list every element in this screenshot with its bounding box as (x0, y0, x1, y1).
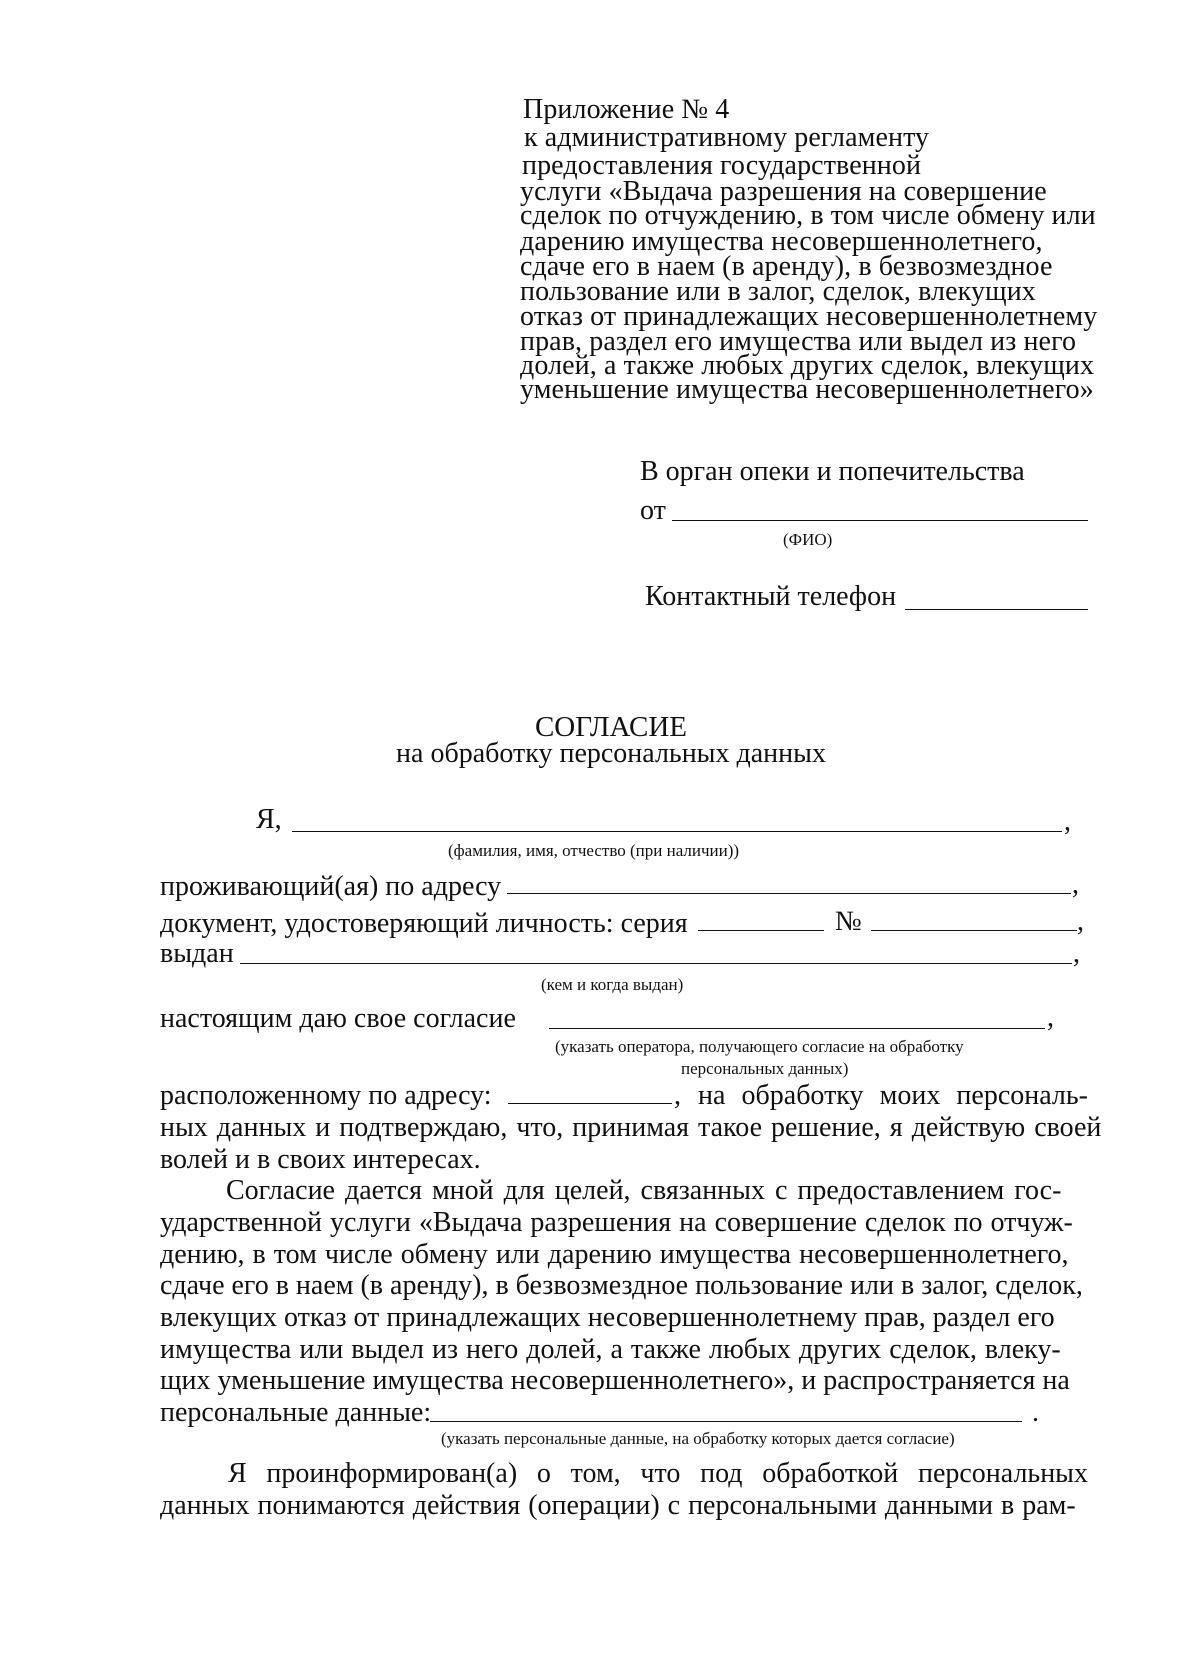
issued-label: выдан (160, 938, 234, 969)
annex-line: уменьшение имущества несовершеннолетнего» (520, 374, 1094, 405)
issued-caption: (кем и когда выдан) (541, 975, 684, 994)
document-title: СОГЛАСИЕ (534, 711, 688, 743)
paragraph-line: волей и в своих интересах. (160, 1144, 481, 1175)
word: обработкой (762, 1458, 899, 1489)
annex-line: пользование или в залог, сделок, влекущих (520, 276, 1036, 307)
doc-number-field[interactable] (871, 905, 1077, 931)
personal-data-label: персональные данные: (160, 1397, 432, 1428)
consent-label: настоящим даю свое согласие (160, 1003, 516, 1034)
number-sign: № (835, 906, 862, 937)
word: о (536, 1458, 551, 1489)
comma: , (1072, 869, 1079, 900)
paragraph-line: влекущих отказ от принадлежащих несовершеннолетнему прав, раздел его (160, 1302, 1055, 1333)
document-label: документ, удостоверяющий личность: серия (160, 908, 688, 939)
document-subtitle: на обработку персональных данных (396, 738, 826, 769)
personal-data-field[interactable] (430, 1396, 1022, 1422)
annex-line: сделок по отчуждению, в том числе обмену или (520, 200, 1096, 231)
paragraph-line (698, 1082, 1088, 1110)
word: персональных (917, 1458, 1088, 1489)
paragraph-line: ных данных и подтверждаю, что, принимая такое решение, я действую своей (160, 1112, 1102, 1143)
operator-address-field[interactable] (508, 1078, 672, 1104)
fullname-caption: (фамилия, имя, отчество (при наличии)) (448, 841, 740, 860)
comma: , (1073, 938, 1080, 969)
word: на (698, 1080, 726, 1111)
word: проинформирован(а) (266, 1458, 518, 1489)
word: том, (570, 1458, 621, 1489)
annex-line: сдаче его в наем (в аренду), в безвозмездное (520, 251, 1053, 282)
operator-caption: (указать оператора, получающего согласие на обработку (555, 1037, 964, 1056)
annex-line: долей, а также любых других сделок, влекущих (520, 350, 1095, 381)
paragraph-line: щих уменьшение имущества несовершеннолетнего», и распространяется на (160, 1365, 1070, 1396)
word: под (700, 1458, 743, 1489)
from-label: от (640, 495, 666, 526)
paragraph-line: Согласие дается мной для целей, связанных с предоставлением гос- (226, 1175, 1062, 1206)
comma: , (1047, 1002, 1054, 1033)
word: персональ- (956, 1080, 1088, 1111)
comma: , (1077, 906, 1084, 937)
annex-line: прав, раздел его имущества или выдел из него (520, 326, 1077, 357)
annex-line: дарению имущества несовершеннолетнего, (520, 226, 1043, 257)
annex-line: Приложение № 4 (523, 94, 730, 125)
period: . (1032, 1397, 1039, 1428)
comma: , (674, 1080, 681, 1111)
phone-label: Контактный телефон (645, 581, 897, 612)
fullname-field[interactable] (292, 806, 1062, 832)
paragraph-line: сдаче его в наем (в аренду), в безвозмездное пользование или в залог, сделок, (160, 1270, 1083, 1301)
address-field[interactable] (507, 868, 1071, 894)
word: Я (228, 1458, 247, 1489)
i-label: Я, (256, 804, 282, 835)
phone-field[interactable] (905, 583, 1088, 610)
paragraph-line: дению, в том числе обмену или дарению имущества несовершеннолетнего, (160, 1239, 1069, 1270)
located-label: расположенному по адресу: (160, 1080, 492, 1111)
addressee-to: В орган опеки и попечительства (640, 456, 1025, 487)
word: обработку (741, 1080, 864, 1111)
issued-field[interactable] (240, 938, 1072, 964)
address-label: проживающий(ая) по адресу (160, 871, 502, 902)
operator-field[interactable] (549, 1003, 1045, 1029)
paragraph-line: ударственной услуги «Выдача разрешения на совершение сделок по отчуж- (160, 1207, 1073, 1238)
paragraph-line: имущества или выдел из него долей, а также любых других сделок, влеку- (160, 1334, 1061, 1365)
annex-line: отказ от принадлежащих несовершеннолетнему (520, 301, 1098, 332)
fio-field[interactable] (672, 494, 1088, 521)
annex-line: услуги «Выдача разрешения на совершение (520, 176, 1047, 207)
comma: , (1064, 806, 1071, 837)
fio-caption: (ФИО) (783, 530, 833, 549)
word: моих (879, 1080, 941, 1111)
paragraph-line: данных понимаются действия (операции) с персональными данными в рам- (160, 1490, 1076, 1521)
series-field[interactable] (698, 905, 824, 931)
paragraph-line (228, 1460, 1088, 1488)
operator-caption: персональных данных) (681, 1059, 849, 1078)
annex-line: предоставления государственной (522, 150, 922, 181)
annex-line: к административному регламенту (524, 122, 930, 153)
personal-data-caption: (указать персональные данные, на обработку которых дается согласие) (441, 1429, 955, 1448)
word: что (640, 1458, 681, 1489)
